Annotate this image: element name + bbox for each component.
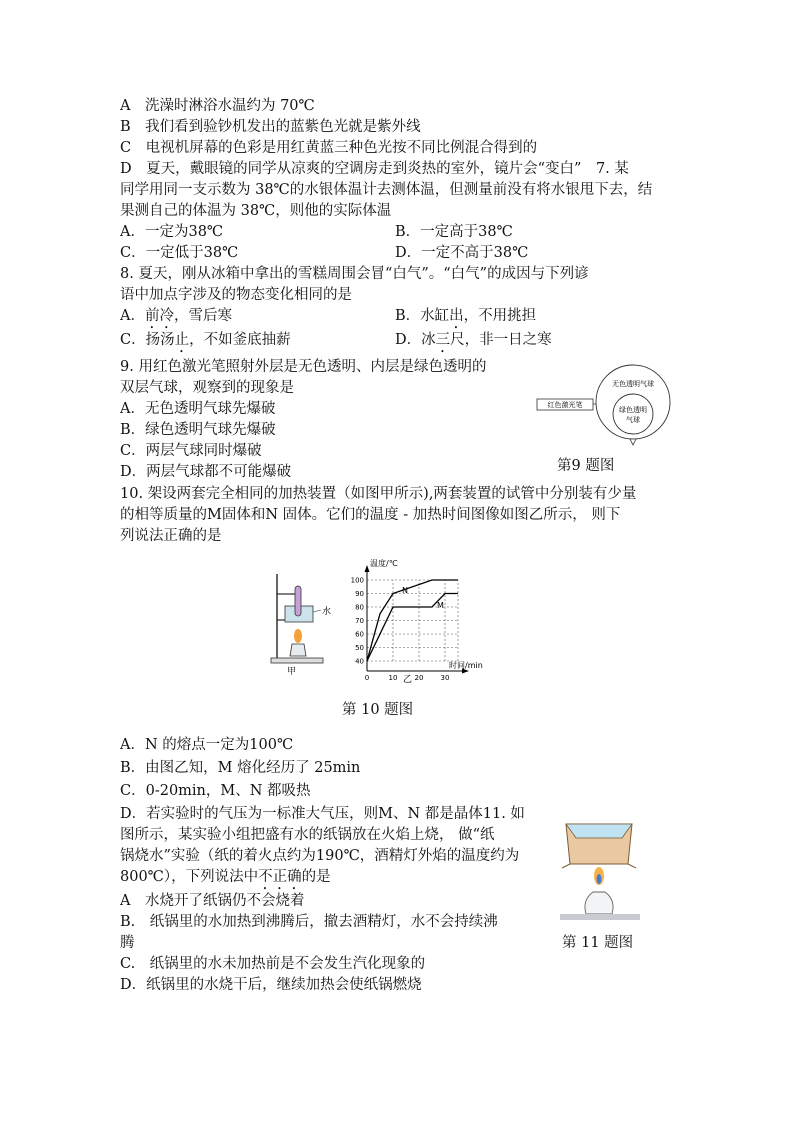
- q10-figure-caption: 第 10 题图: [342, 702, 414, 718]
- paper-pot-figure: [560, 820, 640, 922]
- figure-jia-label: 甲: [287, 667, 297, 677]
- q7-option-d: D．一定不高于38℃: [395, 245, 529, 261]
- q7-option-c: C．一定低于38℃: [120, 245, 239, 261]
- q11-option-a: A 水烧开了纸锅仍不会烧着: [120, 893, 305, 909]
- y-axis-title: 温度/℃: [370, 559, 398, 568]
- q8-stem-line1: 8. 夏天，刚从冰箱中拿出的雪糕周围会冒“白气”。“白气”的成因与下列谚: [120, 266, 589, 282]
- pot-left-support: [562, 864, 570, 868]
- x-tick-label-2: 20: [414, 674, 424, 682]
- q7-option-a: A．一定为38℃: [120, 224, 224, 240]
- alcohol-lamp-shape: [290, 644, 306, 656]
- y-tick-label-1: 50: [355, 644, 364, 652]
- x-tick-label-0: 0: [364, 674, 370, 682]
- q6-option-a: A 洗澡时淋浴水温约为 70℃: [120, 98, 315, 114]
- water-pointer-line: [313, 610, 321, 612]
- q8-option-b: [395, 306, 536, 332]
- q8-d-suffix: 尺，非一日之寒: [450, 332, 552, 348]
- q10-stem-line3: 列说法正确的是: [120, 528, 222, 544]
- q8-a-prefix: A．: [120, 308, 145, 324]
- outer-balloon-label: 无色透明气球: [612, 380, 654, 388]
- inner-flame-shape: [597, 874, 602, 884]
- q6-option-c: C 电视机屏幕的色彩是用红黄蓝三种色光按不同比例混合得到的: [120, 140, 538, 156]
- q11-option-b-line1: B. 纸锅里的水加热到沸腾后，撤去酒精灯，水不会持续沸: [120, 914, 498, 930]
- q11-figure-caption: 第 11 题图: [562, 935, 634, 951]
- q11-stem-dotted: 不: [258, 869, 273, 885]
- inner-balloon-label-1: 绿色透明: [619, 406, 647, 414]
- q9-option-c: C．两层气球同时爆破: [120, 443, 262, 459]
- q11-stem-line2: 锅烧水”实验（纸的着火点约为190℃，酒精灯外焰的温度约为: [120, 848, 520, 864]
- water-label: 水: [322, 607, 332, 617]
- y-tick-label-2: 60: [355, 630, 364, 639]
- q11-stem-prefix: 800℃），下列说法中: [120, 869, 259, 885]
- inner-balloon-shape: [613, 394, 653, 434]
- chart-grid: [367, 580, 458, 661]
- q10-option-b: B．由图乙知，M 熔化经历了 25min: [120, 760, 361, 776]
- q11-option-b-line2: 腾: [120, 935, 135, 951]
- q8-c-prefix: C．扬汤: [120, 332, 175, 348]
- q9-option-b: B．绿色透明气球先爆破: [120, 422, 276, 438]
- q7-stem-line2: 果测自己的体温为 38℃，则他的实际体温: [120, 203, 392, 219]
- q8-stem-line2: 语中加点字涉及的物态变化相同的是: [120, 287, 352, 303]
- x-tick-label-3: 30: [440, 674, 450, 682]
- q8-b-prefix: B．水缸: [395, 308, 450, 324]
- q8-option-a: [120, 306, 232, 332]
- q8-a-suffix: ，雪后寒: [173, 308, 232, 324]
- q8-option-c: [120, 330, 291, 356]
- x-tick-label-1: 10: [388, 674, 398, 682]
- q9-option-d: D．两层气球都不可能爆破: [120, 464, 292, 480]
- y-axis-arrow: [365, 565, 370, 572]
- q10-stem-line2: 的相等质量的M固体和N 固体。它们的温度 - 加热时间图像如图乙所示， 则下: [120, 507, 621, 523]
- y-tick-label-4: 80: [355, 603, 364, 612]
- q8-c-dotted: 止: [174, 332, 190, 348]
- temperature-time-chart: [345, 556, 490, 684]
- stand-base-shape: [271, 658, 323, 663]
- y-tick-label-0: 40: [355, 657, 364, 666]
- q9-stem-line1: 9. 用红色激光笔照射外层是无色透明、内层是绿色透明的: [120, 359, 487, 375]
- balloon-figure: [535, 362, 660, 452]
- flame-shape: [294, 629, 302, 643]
- q11-stem-suffix: 的是: [301, 869, 331, 885]
- y-tick-label-5: 90: [355, 590, 364, 598]
- series-label-m: M: [437, 601, 444, 610]
- y-tick-label-6: 100: [350, 576, 364, 585]
- inner-balloon-label-2: 气球: [626, 416, 640, 424]
- q6-option-b: B 我们看到验钞机发出的蓝紫色光就是紫外线: [120, 119, 421, 135]
- q10-option-d: D．若实验时的气压为一标准大气压，则M、N 都是晶体11. 如: [120, 806, 525, 822]
- test-tube-shape: [295, 586, 301, 616]
- x-axis-title: 时间/min: [449, 661, 483, 670]
- pot-right-support: [628, 864, 636, 868]
- q11-stem-line1: 图所示，某实验小组把盛有水的纸锅放在火焰上烧， 做“纸: [120, 827, 495, 843]
- q8-c-suffix: ，不如釜底抽薪: [189, 332, 291, 348]
- q9-option-a: A．无色透明气球先爆破: [120, 401, 276, 417]
- q7-option-b: B．一定高于38℃: [395, 224, 513, 240]
- q11-stem-line3: 800℃），下列说法中不正确的是: [120, 869, 331, 885]
- q8-a-dotted: 前冷: [144, 308, 174, 324]
- y-tick-label-3: 70: [355, 617, 364, 625]
- figure-yi-label: 乙: [403, 675, 413, 685]
- chart-axes: [365, 565, 470, 674]
- q11-option-c: C. 纸锅里的水未加热前是不会发生汽化现象的: [120, 956, 426, 972]
- laser-pen-label: 红色激光笔: [547, 401, 583, 409]
- q6-option-d: D 夏天，戴眼镜的同学从凉爽的空调房走到炎热的室外，镜片会“变白” 7. 某: [120, 161, 629, 177]
- heating-apparatus-figure: [265, 568, 330, 680]
- table-surface-shape: [560, 914, 640, 920]
- q10-option-a: A．N 的熔点一定为100℃: [120, 737, 294, 753]
- alcohol-lamp-body: [585, 892, 613, 914]
- q10-stem-line1: 10. 架设两套完全相同的加热装置（如图甲所示),两套装置的试管中分别装有少量: [120, 486, 637, 502]
- q9-stem-line2: 双层气球，观察到的现象是: [120, 380, 294, 396]
- q8-b-suffix: ，不用挑担: [463, 308, 537, 324]
- q9-figure-caption: 第9 题图: [557, 458, 615, 474]
- q8-b-dotted: 出: [449, 308, 464, 324]
- balloon-knot-shape: [630, 439, 636, 445]
- q8-d-dotted: 三: [435, 332, 451, 348]
- q10-option-c: C．0-20min，M、N 都吸热: [120, 783, 311, 799]
- q8-d-prefix: D．冰: [395, 332, 436, 348]
- series-label-n: N: [402, 586, 408, 595]
- pot-water-shape: [566, 824, 632, 838]
- q11-option-d: D．纸锅里的水烧干后，继续加热会使纸锅燃烧: [120, 977, 422, 993]
- q7-stem-line1: 同学用同一支示数为 38℃的水银体温计去测体温，但测量前没有将水银甩下去，结: [120, 182, 653, 198]
- series-line-m: [367, 594, 458, 662]
- q8-option-d: [395, 330, 552, 356]
